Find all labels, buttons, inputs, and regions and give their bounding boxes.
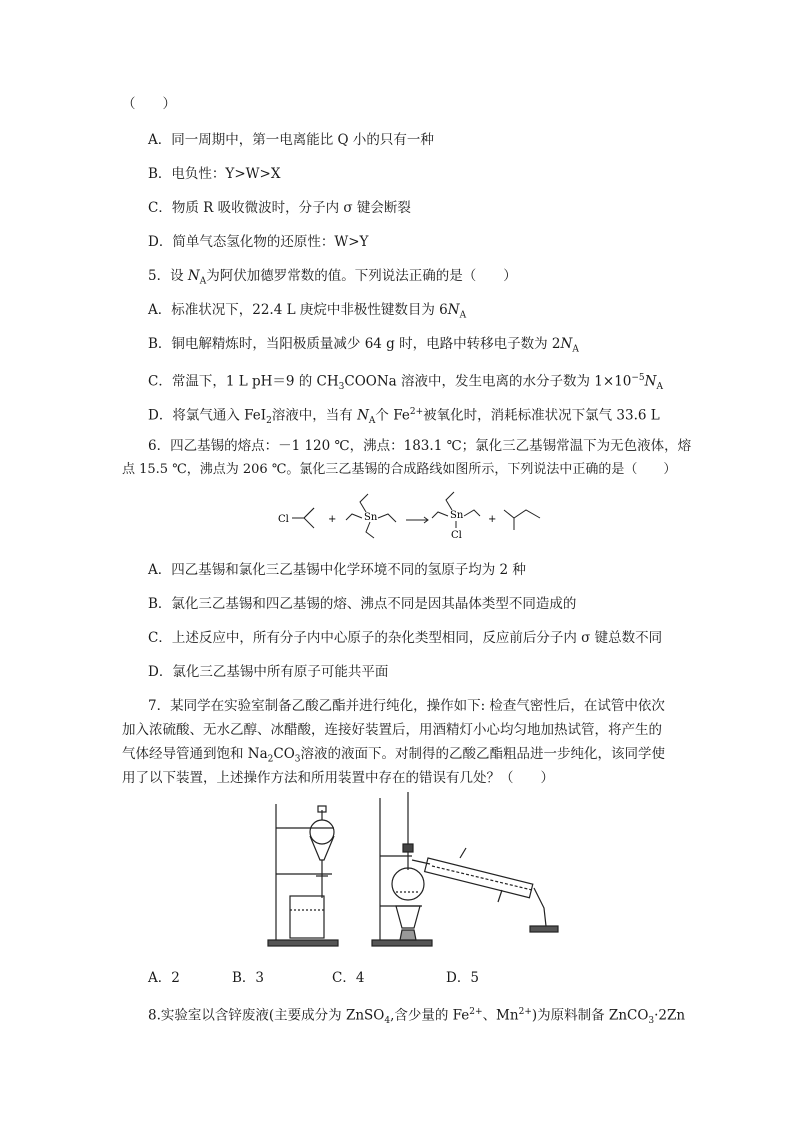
q6-option-c: C．上述反应中，所有分子内中心原子的杂化类型相同，反应前后分子内 σ 键总数不同 [148,630,663,646]
q4-option-b: B．电负性：Y>W>X [148,166,281,182]
rxn-plus-2: + [488,514,497,525]
distillation-setup [372,792,558,946]
q4-option-c: C．物质 R 吸收微波时，分子内 σ 键会断裂 [148,200,411,216]
q4-option-a: A．同一周期中，第一电离能比 Q 小的只有一种 [148,132,434,148]
q7-options [148,968,548,988]
bond [304,508,314,518]
q7-option-c: C．4 [332,970,365,986]
question-paren: （ ） [122,96,176,112]
q7-option-b: B．3 [232,970,265,986]
q8-stem: 8.实验室以含锌废液(主要成分为 ZnSO$_4$,含少量的 $Fe^{2+}$、$Mn^{2+}$)为原料制备 ZnCO$_3$·2Zn [148,1007,686,1027]
ethyl-group [378,514,396,522]
q5-option-b: B．铜电解精炼时，当阳极质量减少 64 g 时，电路中转移电子数为 $2N_A$ [148,336,579,355]
q5-option-c: C．常温下，1 L pH＝9 的 $CH_3COONa$ 溶液中，发生电离的水分子数为 $1\times 10^{-5}N_A$ [148,373,663,393]
q7-stem-line3: 气体经导管通到饱和 $Na_2CO_3$溶液的液面下。对制得的乙酸乙酯粗品进一步纯化，该同学使 [122,746,666,765]
ethyl-group [360,494,368,512]
q6-option-d: D．氯化三乙基锡中所有原子可能共平面 [148,664,389,680]
q7-stem-line1: 7．某同学在实验室制备乙酸乙酯并进行纯化，操作如下: 检查气密性后，在试管中依次 [148,698,665,714]
ethyl-group [464,510,480,516]
reaction-scheme [270,490,550,560]
ethyl-group [366,522,374,538]
rxn-plus-1: + [328,514,337,525]
ethyl-group [446,492,454,510]
q7-option-d: D．5 [446,970,479,986]
q5-option-d: D．将氯气通入 FeI$_2$溶液中，当有 $N_A$个 $Fe^{2+}$被氧化时，消耗标准状况下氯气 33.6 L [148,407,660,427]
isobutane-skeleton [504,510,540,518]
rxn-cl-product: Cl [451,530,462,541]
q4-option-d: D．简单气态氢化物的还原性：W>Y [148,234,369,250]
rxn-sn-product: Sn [450,510,464,521]
q7-option-a: A．2 [148,970,180,986]
q6-stem-line2: 点 15.5 ℃，沸点为 206 ℃。氯化三乙基锡的合成路线如图所示，下列说法中正确的是（ ） [122,462,677,477]
separatory-funnel-setup [268,804,338,946]
q6-option-b: B．氯化三乙基锡和四乙基锡的熔、沸点不同是因其晶体类型不同造成的 [148,596,577,612]
q5-stem: 5．设 $N_A$为阿伏加德罗常数的值。下列说法正确的是（ ） [148,268,517,287]
isopropyl-chloride-skeleton [292,508,314,518]
q7-stem-line2: 加入浓硫酸、无水乙醇、冰醋酸，连接好装置后，用酒精灯小心均匀地加热试管，将产生的 [122,722,662,738]
rxn-cl-reactant: Cl [278,514,289,525]
bond [304,518,314,528]
q6-stem-line1: 6．四乙基锡的熔点：－1 120 ℃，沸点：183.1 ℃；氯化三乙基锡常温下为无色液体，熔 [148,438,692,454]
q6-option-a: A．四乙基锡和氯化三乙基锡中化学环境不同的氢原子均为 2 种 [148,562,526,578]
ethyl-group [346,514,362,520]
rxn-sn-reactant: Sn [364,512,378,523]
q7-stem-line4: 用了以下装置，上述操作方法和所用装置中存在的错误有几处？（ ） [122,770,554,786]
apparatus-figure [262,788,562,956]
ethyl-group [432,512,448,518]
q5-option-a: A．标准状况下，22.4 L 庚烷中非极性键数目为 $6N_A$ [148,302,467,321]
